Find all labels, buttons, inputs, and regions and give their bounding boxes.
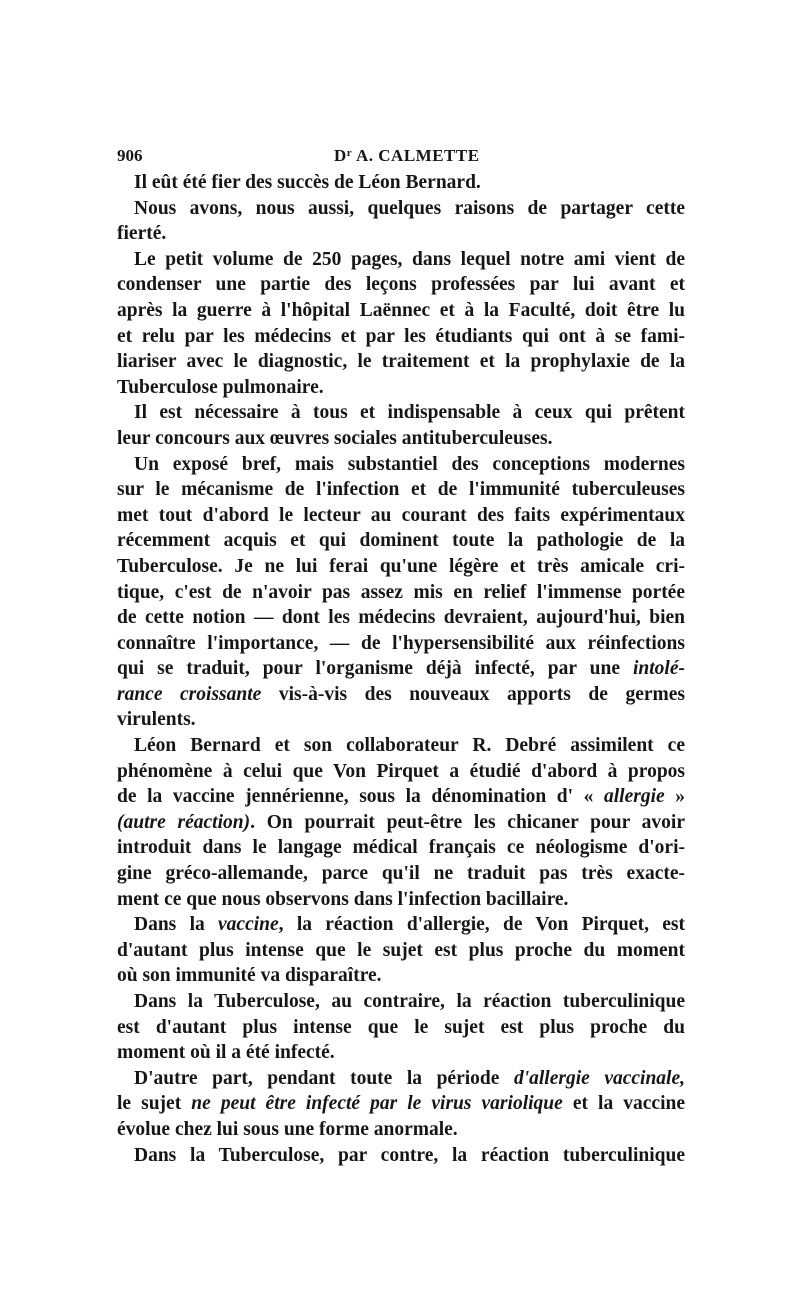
- text-line: [117, 1091, 685, 1117]
- text-line: [117, 656, 685, 682]
- text-run: qui se traduit, pour l'organisme déjà infecté, par une: [117, 658, 633, 680]
- text-line: condenser une partie des leçons professées par lui avant et: [117, 274, 685, 296]
- page-number: 906: [117, 146, 143, 165]
- text-run: le sujet: [117, 1093, 192, 1115]
- paragraph: [117, 733, 685, 912]
- running-title-prefix: D: [334, 146, 347, 165]
- text-run: . On pourrait peut-être les chicaner pour avoir: [250, 811, 686, 833]
- text-line: [117, 810, 685, 836]
- italic-term: (autre réaction): [117, 811, 251, 833]
- text-line: virulents.: [117, 709, 196, 731]
- text-line: fierté.: [117, 223, 167, 245]
- paragraph: [117, 1066, 685, 1143]
- paragraph: [117, 989, 685, 1066]
- text-line: et relu par les médecins et par les étudiants qui ont à se fami-: [117, 325, 685, 347]
- text-run: de la vaccine jennérienne, sous la dénomination d' «: [117, 786, 604, 808]
- text-line: après la guerre à l'hôpital Laënnec et à la Faculté, doit être lu: [117, 299, 685, 321]
- paragraph: [117, 912, 685, 989]
- text-line: met tout d'abord le lecteur au courant des faits expérimentaux: [117, 504, 685, 526]
- text-line: où son immunité va disparaître.: [117, 965, 382, 987]
- text-line: Nous avons, nous aussi, quelques raisons de partager cette: [134, 197, 685, 219]
- text-line: connaître l'importance, — de l'hypersensibilité aux réinfections: [117, 632, 685, 654]
- text-line: récemment acquis et qui dominent toute la pathologie de la: [117, 530, 685, 552]
- text-line: [117, 682, 685, 708]
- running-header: [117, 140, 685, 170]
- text-run: et la vaccine: [562, 1093, 685, 1115]
- italic-term: ne peut être infecté par le virus variolique: [191, 1093, 563, 1115]
- text-line: moment où il a été infecté.: [117, 1042, 335, 1064]
- text-line: leur concours aux œuvres sociales antituberculeuses.: [117, 427, 553, 449]
- text-line: Léon Bernard et son collaborateur R. Debré assimilent ce: [134, 735, 685, 757]
- running-title-name: A. CALMETTE: [352, 146, 480, 165]
- text-line: Tuberculose. Je ne lui ferai qu'une légère et très amicale cri-: [117, 555, 685, 577]
- text-run: Dans la: [134, 914, 219, 936]
- italic-term: intolé-: [633, 658, 685, 680]
- text-line: introduit dans le langage médical français ce néologisme d'ori-: [117, 837, 685, 859]
- paragraph: [117, 170, 685, 196]
- text-line: Un exposé bref, mais substantiel des conceptions modernes: [134, 453, 685, 475]
- text-line: Dans la Tuberculose, par contre, la réaction tuberculinique: [134, 1144, 685, 1166]
- book-page: [117, 140, 685, 1168]
- body-text: [117, 170, 685, 1168]
- text-line: sur le mécanisme de l'infection et de l'immunité tuberculeuses: [117, 479, 685, 501]
- text-line: d'autant plus intense que le sujet est plus proche du moment: [117, 939, 685, 961]
- text-line: ment ce que nous observons dans l'infection bacillaire.: [117, 888, 569, 910]
- text-run: vis-à-vis des nouveaux apports de germes: [261, 683, 686, 705]
- text-line: est d'autant plus intense que le sujet est plus proche du: [117, 1016, 685, 1038]
- paragraph: [117, 452, 685, 734]
- text-line: [117, 1066, 685, 1092]
- italic-term: allergie: [604, 786, 665, 808]
- text-line: liariser avec le diagnostic, le traitement et la prophylaxie de la: [117, 351, 685, 373]
- text-line: phénomène à celui que Von Pirquet a étudié d'abord à propos: [117, 760, 685, 782]
- paragraph: [117, 247, 685, 401]
- text-line: [117, 912, 685, 938]
- paragraph: [117, 400, 685, 451]
- text-line: gine gréco-allemande, parce qu'il ne traduit pas très exacte-: [117, 863, 685, 885]
- text-line: Tuberculose pulmonaire.: [117, 376, 324, 398]
- text-line: tique, c'est de n'avoir pas assez mis en relief l'immense portée: [117, 581, 685, 603]
- italic-term: vaccine: [218, 914, 279, 936]
- italic-term: rance croissante: [117, 683, 262, 705]
- italic-term: d'allergie vaccinale,: [513, 1067, 685, 1089]
- text-line: évolue chez lui sous une forme anormale.: [117, 1118, 458, 1140]
- text-run: »: [664, 786, 685, 808]
- text-line: Il eût été fier des succès de Léon Bernard.: [134, 172, 481, 193]
- text-line: de cette notion — dont les médecins devraient, aujourd'hui, bien: [117, 607, 685, 629]
- running-title-sup: r: [346, 147, 353, 159]
- text-line: Le petit volume de 250 pages, dans lequel notre ami vient de: [134, 248, 685, 270]
- text-line: [117, 784, 685, 810]
- paragraph: [117, 1143, 685, 1169]
- text-line: Dans la Tuberculose, au contraire, la réaction tuberculinique: [134, 991, 685, 1012]
- running-title: [334, 146, 480, 166]
- paragraph: [117, 196, 685, 247]
- text-run: D'autre part, pendant toute la période: [134, 1067, 514, 1089]
- text-run: , la réaction d'allergie, de Von Pirquet, est: [278, 914, 685, 936]
- text-line: Il est nécessaire à tous et indispensable à ceux qui prêtent: [134, 402, 685, 424]
